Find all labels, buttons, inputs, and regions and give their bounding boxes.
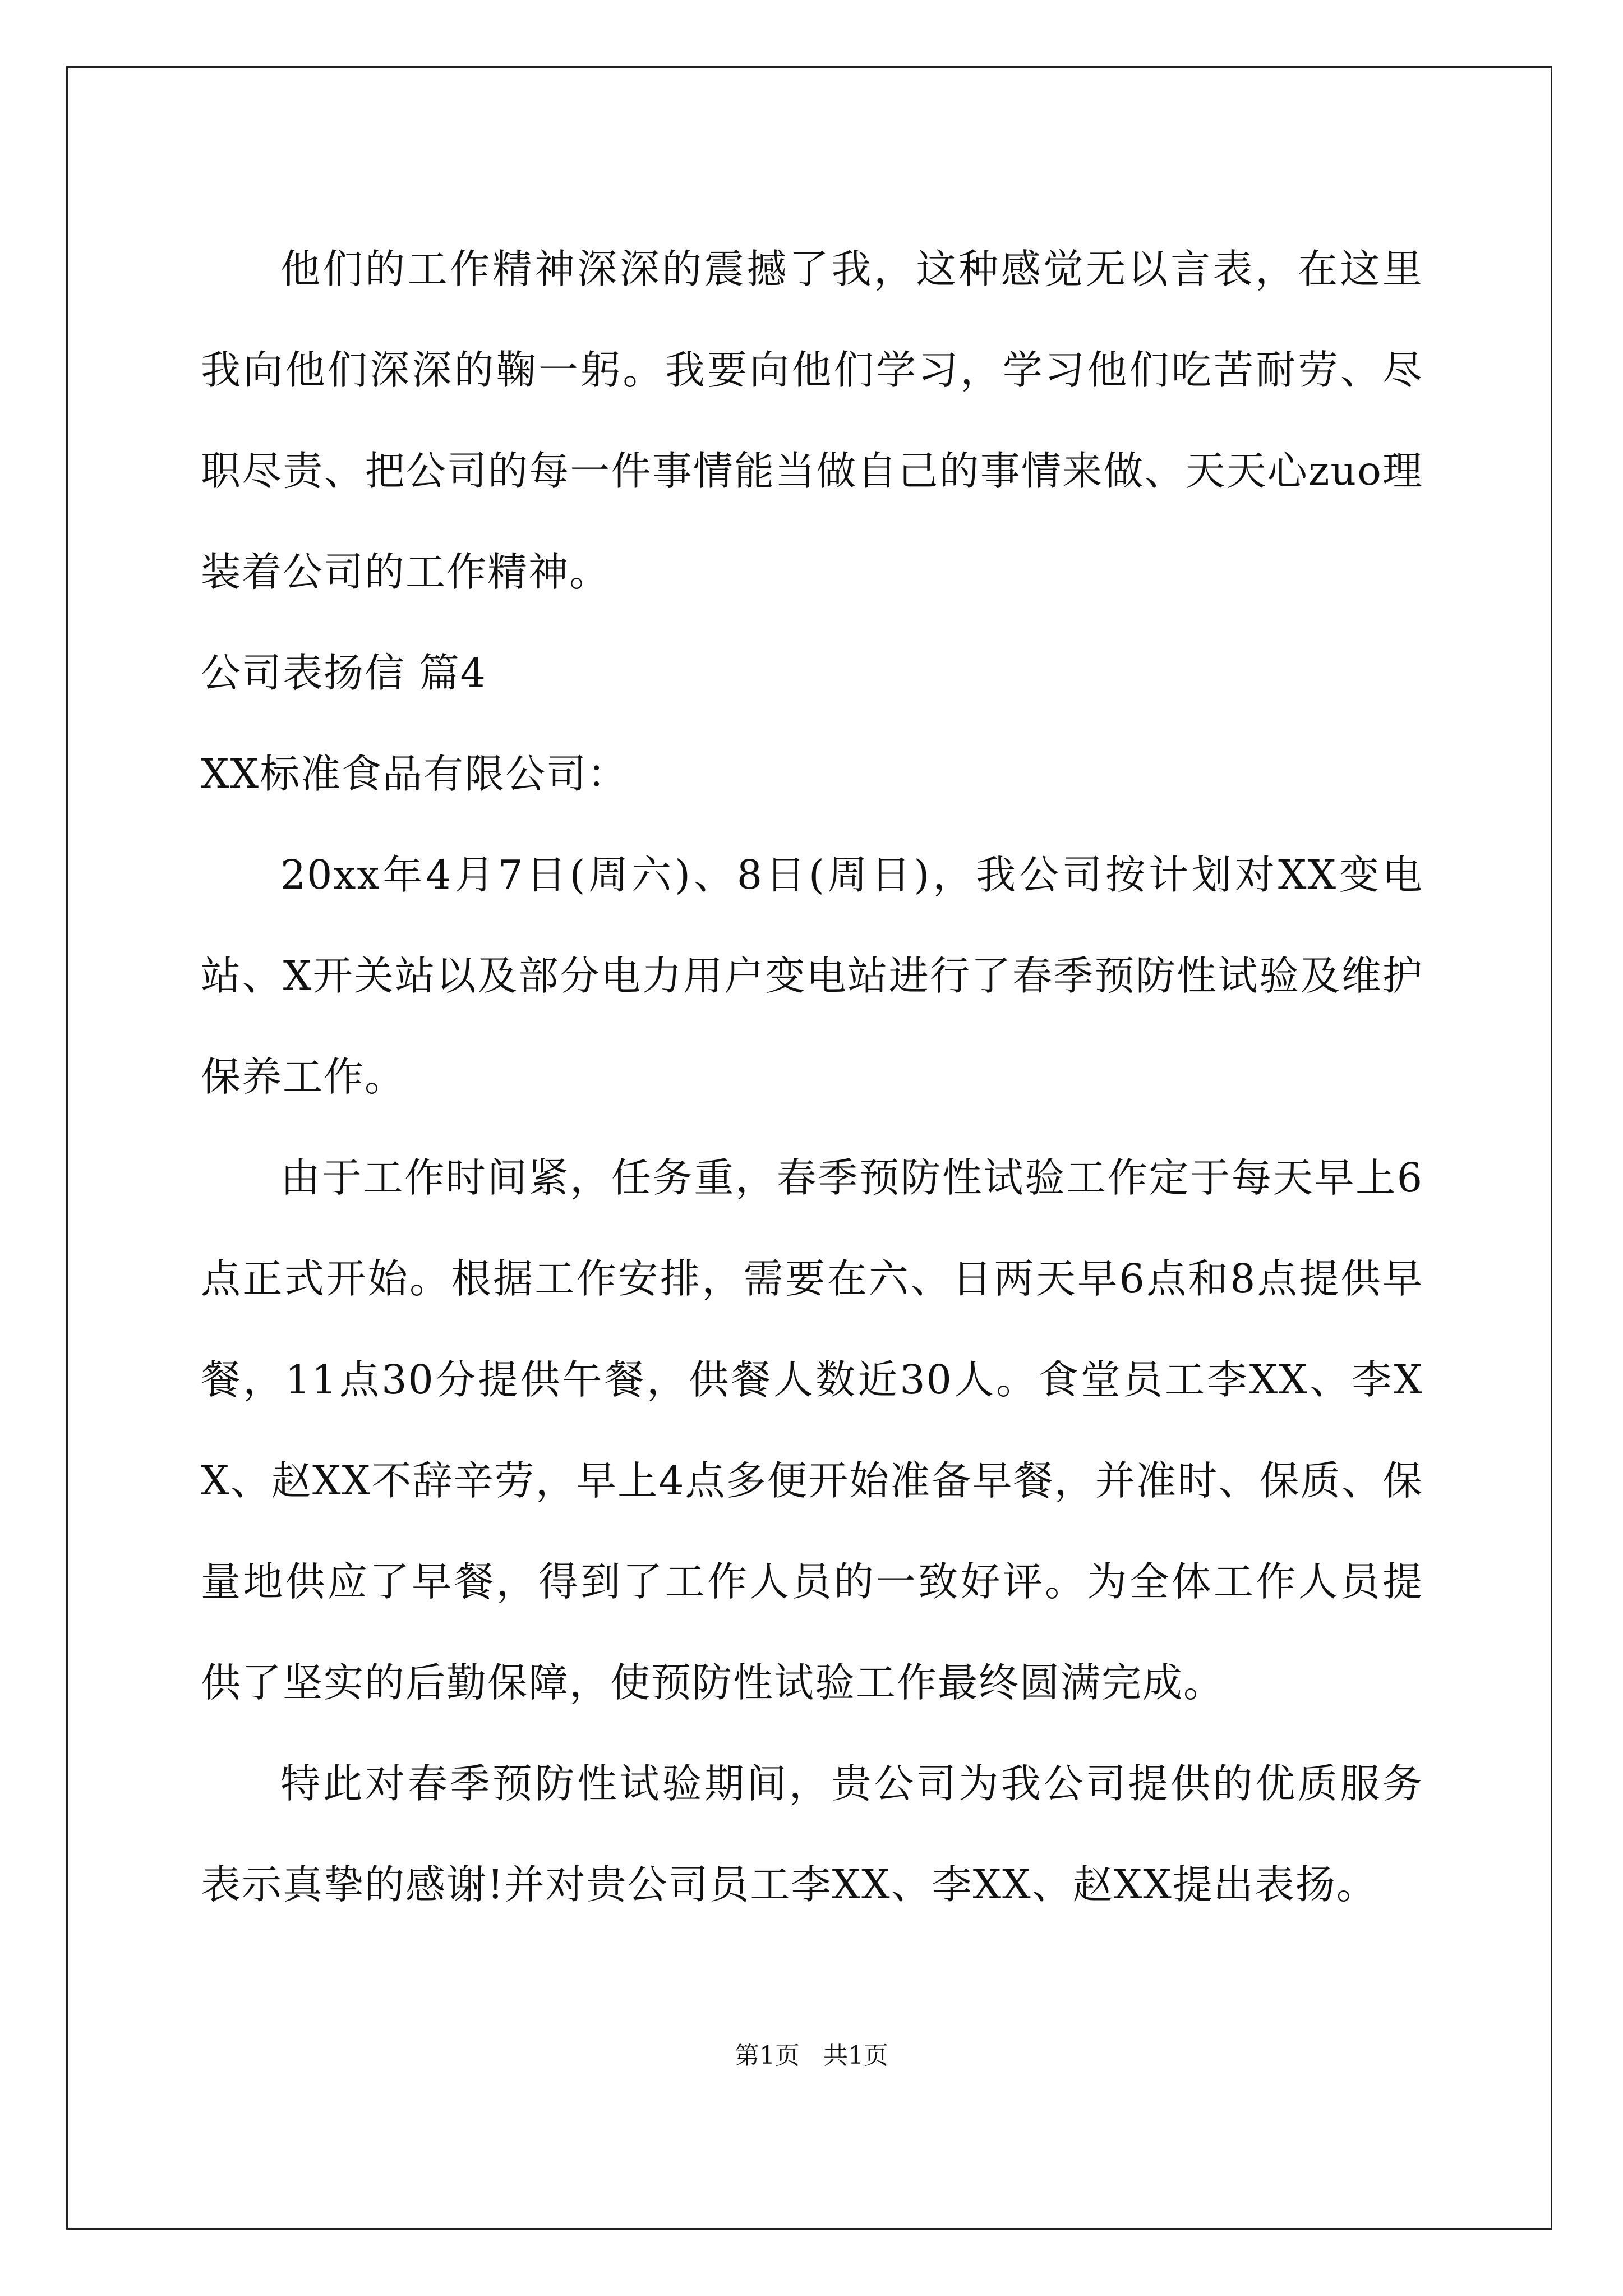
letter-salutation: XX标准食品有限公司： — [201, 751, 629, 797]
paragraph-2: 20xx年4月7日(周六)、8日(周日)，我公司按计划对XX变电站、X开关站以及部分电力用户变电站进行了春季预防性试验及维护保养工作。 — [201, 852, 1423, 1100]
page-footer — [0, 2035, 1623, 2071]
page-number: 第1页 — [735, 2041, 800, 2070]
page-total: 共1页 — [823, 2041, 888, 2070]
paragraph-1: 他们的工作精神深深的震撼了我，这种感觉无以言表，在这里我向他们深深的鞠一躬。我要向他们学习，学习他们吃苦耐劳、尽职尽责、把公司的每一件事情能当做自己的事情来做、天天心zuo理装着公司的工作精神。 — [201, 246, 1423, 595]
section-heading: 公司表扬信 篇4 — [201, 650, 487, 696]
paragraph-3: 由于工作时间紧，任务重，春季预防性试验工作定于每天早上6点正式开始。根据工作安排，需要在六、日两天早6点和8点提供早餐，11点30分提供午餐，供餐人数近30人。食堂员工李XX、李XX、赵XX不辞辛劳，早上4点多便开始准备早餐，并准时、保质、保量地供应了早餐，得到了工作人员的一致好评。为全体工作人员提供了坚实的后勤保障，使预防性试验工作最终圆满完成。 — [201, 1154, 1423, 1706]
document-body — [201, 219, 1423, 1935]
paragraph-4: 特此对春季预防性试验期间，贵公司为我公司提供的优质服务表示真挚的感谢!并对贵公司员工李XX、李XX、赵XX提出表扬。 — [201, 1760, 1423, 1908]
